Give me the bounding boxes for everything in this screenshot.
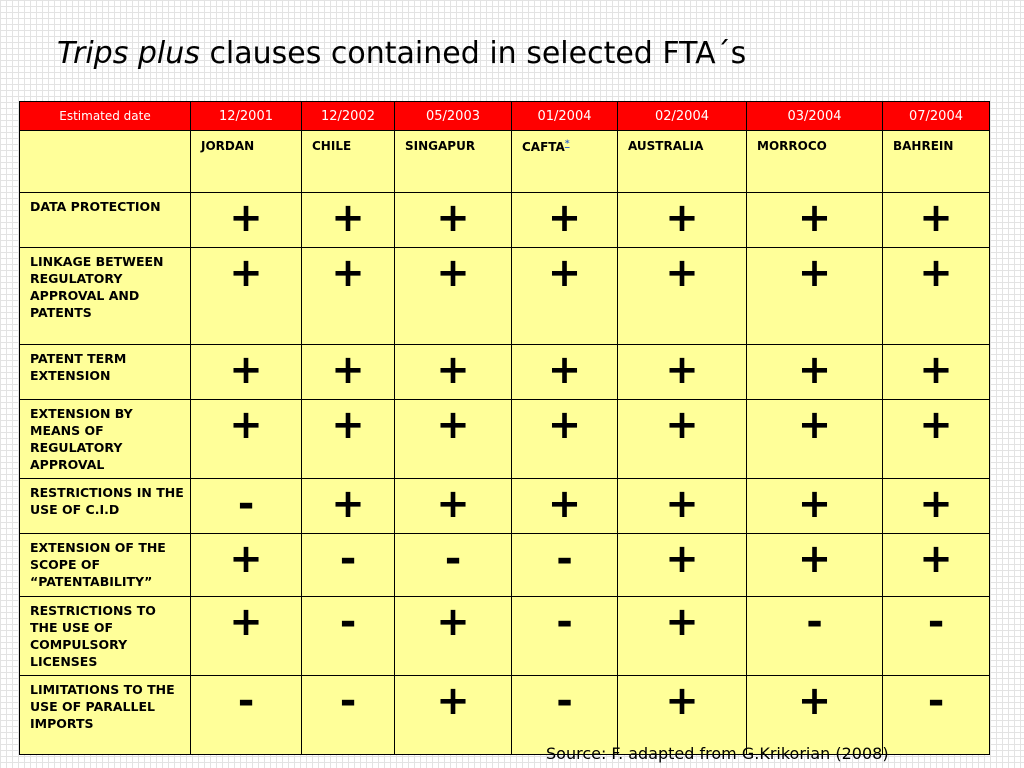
clause-mark-cell: + bbox=[395, 597, 512, 676]
slide-title-rest: clauses contained in selected FTA´s bbox=[199, 36, 747, 71]
clause-mark-cell: + bbox=[883, 534, 990, 597]
clause-mark-cell: - bbox=[512, 676, 618, 755]
clause-mark-cell: + bbox=[302, 479, 395, 534]
clause-label: EXTENSION OF THE SCOPE OF “PATENTABILITY” bbox=[20, 534, 191, 597]
clause-mark-cell: + bbox=[618, 534, 747, 597]
clause-mark-cell: + bbox=[395, 676, 512, 755]
country-cell: CHILE bbox=[302, 131, 395, 193]
clause-mark-cell: - bbox=[883, 676, 990, 755]
clause-mark-cell: + bbox=[302, 400, 395, 479]
clause-mark-cell: + bbox=[302, 193, 395, 248]
clause-mark-cell: + bbox=[395, 193, 512, 248]
clause-row bbox=[20, 479, 990, 534]
clause-mark-cell: + bbox=[883, 193, 990, 248]
clause-mark-cell: - bbox=[302, 676, 395, 755]
clause-mark-cell: + bbox=[618, 676, 747, 755]
estimated-date-header: Estimated date bbox=[20, 102, 191, 131]
clause-mark-cell: + bbox=[302, 248, 395, 345]
clause-mark-cell: + bbox=[618, 193, 747, 248]
clause-mark-cell: + bbox=[395, 248, 512, 345]
clause-mark-cell: - bbox=[191, 479, 302, 534]
clause-label: RESTRICTIONS IN THE USE OF C.I.D bbox=[20, 479, 191, 534]
country-cell: MORROCO bbox=[747, 131, 883, 193]
clause-mark-cell: + bbox=[191, 193, 302, 248]
clause-mark-cell: + bbox=[618, 597, 747, 676]
clause-mark-cell: + bbox=[395, 479, 512, 534]
clause-mark-cell: + bbox=[191, 534, 302, 597]
clause-mark-cell: + bbox=[512, 479, 618, 534]
clause-mark-cell: + bbox=[302, 345, 395, 400]
clause-mark-cell: + bbox=[191, 248, 302, 345]
date-header-cell: 05/2003 bbox=[395, 102, 512, 131]
clause-mark-cell: + bbox=[618, 345, 747, 400]
date-header-cell: 07/2004 bbox=[883, 102, 990, 131]
clause-label: EXTENSION BY MEANS OF REGULATORY APPROVAL bbox=[20, 400, 191, 479]
table-header-row bbox=[20, 102, 990, 131]
country-cell: BAHREIN bbox=[883, 131, 990, 193]
clause-mark-cell: + bbox=[883, 345, 990, 400]
date-header-cell: 12/2001 bbox=[191, 102, 302, 131]
clause-mark-cell: + bbox=[618, 400, 747, 479]
clause-row bbox=[20, 676, 990, 755]
clause-row bbox=[20, 248, 990, 345]
clause-row bbox=[20, 193, 990, 248]
date-header-cell: 01/2004 bbox=[512, 102, 618, 131]
clause-mark-cell: + bbox=[512, 248, 618, 345]
slide-title bbox=[57, 36, 746, 71]
clause-mark-cell: + bbox=[747, 400, 883, 479]
country-cell: SINGAPUR bbox=[395, 131, 512, 193]
clause-mark-cell: - bbox=[512, 534, 618, 597]
cafta-footnote-link[interactable]: * bbox=[564, 139, 570, 149]
country-cell: AUSTRALIA bbox=[618, 131, 747, 193]
clause-mark-cell: + bbox=[747, 479, 883, 534]
clause-mark-cell: + bbox=[512, 345, 618, 400]
clause-mark-cell: + bbox=[747, 676, 883, 755]
clause-mark-cell: + bbox=[395, 400, 512, 479]
clause-mark-cell: + bbox=[191, 597, 302, 676]
country-cell-cafta bbox=[512, 131, 618, 193]
clause-row bbox=[20, 597, 990, 676]
clause-mark-cell: + bbox=[747, 193, 883, 248]
clause-mark-cell: + bbox=[395, 345, 512, 400]
clause-mark-cell: + bbox=[191, 345, 302, 400]
date-header-cell: 12/2002 bbox=[302, 102, 395, 131]
clause-mark-cell: - bbox=[747, 597, 883, 676]
date-header-cell: 03/2004 bbox=[747, 102, 883, 131]
clause-label: LIMITATIONS TO THE USE OF PARALLEL IMPORTS bbox=[20, 676, 191, 755]
clause-mark-cell: - bbox=[512, 597, 618, 676]
country-name: CAFTA bbox=[522, 140, 565, 154]
slide-title-italic: Trips plus bbox=[57, 36, 200, 71]
country-row-blank-cell bbox=[20, 131, 191, 193]
clause-mark-cell: + bbox=[191, 400, 302, 479]
clause-mark-cell: + bbox=[512, 193, 618, 248]
country-cell: JORDAN bbox=[191, 131, 302, 193]
clause-mark-cell: + bbox=[883, 479, 990, 534]
clause-mark-cell: - bbox=[395, 534, 512, 597]
clause-row bbox=[20, 534, 990, 597]
clause-mark-cell: + bbox=[883, 248, 990, 345]
clause-mark-cell: - bbox=[191, 676, 302, 755]
clause-mark-cell: + bbox=[618, 248, 747, 345]
clause-mark-cell: - bbox=[302, 597, 395, 676]
clause-mark-cell: + bbox=[883, 400, 990, 479]
clause-mark-cell: + bbox=[747, 248, 883, 345]
clause-label: DATA PROTECTION bbox=[20, 193, 191, 248]
clause-label: LINKAGE BETWEEN REGULATORY APPROVAL AND PATENTS bbox=[20, 248, 191, 345]
clause-label: PATENT TERM EXTENSION bbox=[20, 345, 191, 400]
clause-mark-cell: - bbox=[883, 597, 990, 676]
fta-clauses-table bbox=[19, 101, 990, 755]
clause-row bbox=[20, 345, 990, 400]
clause-mark-cell: + bbox=[747, 534, 883, 597]
clause-label: RESTRICTIONS TO THE USE OF COMPULSORY LICENSES bbox=[20, 597, 191, 676]
clause-mark-cell: + bbox=[618, 479, 747, 534]
clause-mark-cell: + bbox=[512, 400, 618, 479]
source-note: Source: F. adapted from G.Krikorian (2008) bbox=[546, 744, 889, 763]
clause-mark-cell: + bbox=[747, 345, 883, 400]
country-row bbox=[20, 131, 990, 193]
date-header-cell: 02/2004 bbox=[618, 102, 747, 131]
clause-row bbox=[20, 400, 990, 479]
clause-mark-cell: - bbox=[302, 534, 395, 597]
